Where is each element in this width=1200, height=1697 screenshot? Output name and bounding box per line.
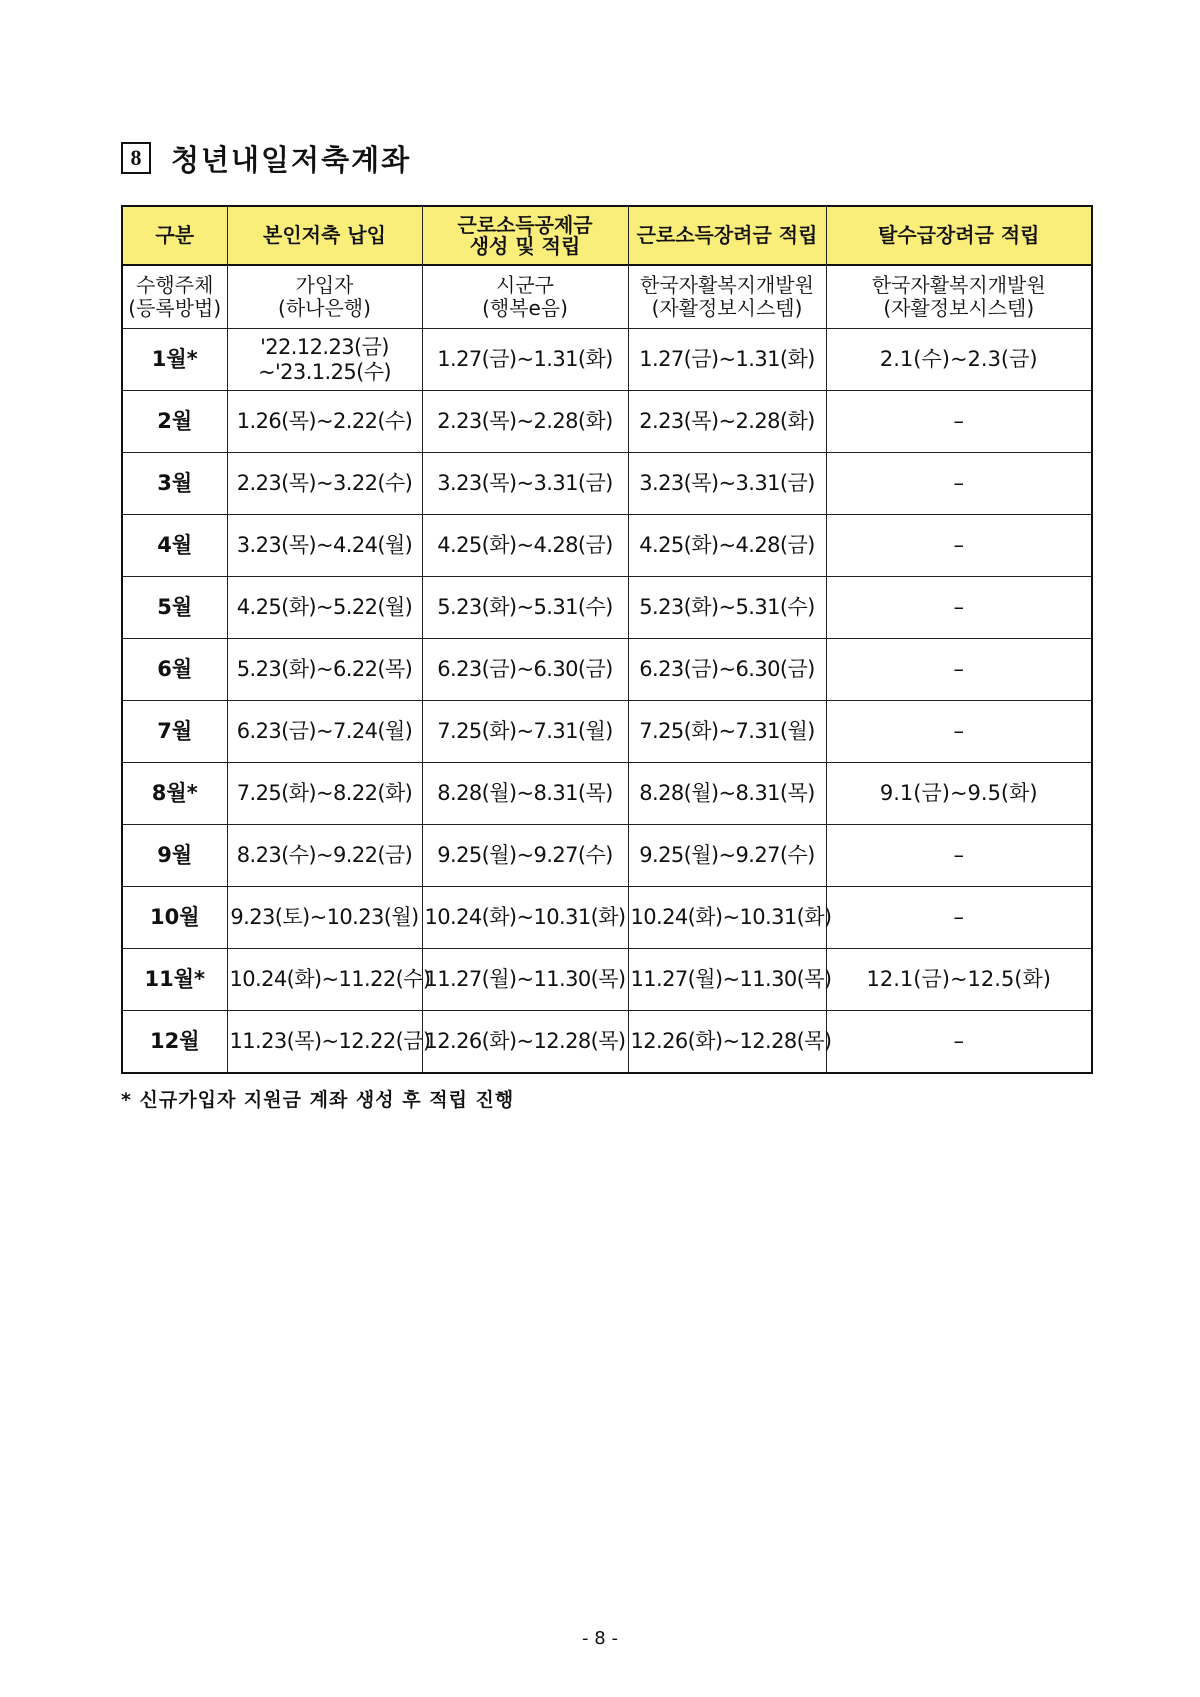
exit-incentive-cell: – xyxy=(826,452,1092,514)
deposit-line: 8.23(수)~9.22(금) xyxy=(236,842,413,867)
subheader-cell xyxy=(826,265,1092,329)
deduction-cell: 3.23(목)~3.31(금) xyxy=(422,452,628,514)
incentive-cell: 3.23(목)~3.31(금) xyxy=(628,452,826,514)
section-title: 청년내일저축계좌 xyxy=(171,142,412,177)
deposit-line: 2.23(목)~3.22(수) xyxy=(236,470,413,495)
deposit-line: 9.23(토)~10.23(월) xyxy=(230,904,419,929)
header-category: 구분 xyxy=(122,206,227,265)
table-row xyxy=(122,576,1092,638)
deduction-cell: 8.28(월)~8.31(목) xyxy=(422,762,628,824)
table-row xyxy=(122,762,1092,824)
subheader-row xyxy=(122,265,1092,329)
deposit-cell xyxy=(227,514,422,576)
deposit-cell xyxy=(227,329,422,391)
header-incentive: 근로소득장려금 적립 xyxy=(628,206,826,265)
incentive-cell: 2.23(목)~2.28(화) xyxy=(628,391,826,453)
incentive-cell: 11.27(월)~11.30(목) xyxy=(628,948,826,1010)
incentive-cell: 1.27(금)~1.31(화) xyxy=(628,329,826,391)
month-cell: 11월* xyxy=(122,948,227,1010)
table-row xyxy=(122,700,1092,762)
incentive-cell: 9.25(월)~9.27(수) xyxy=(628,824,826,886)
month-cell: 6월 xyxy=(122,638,227,700)
incentive-cell: 5.23(화)~5.31(수) xyxy=(628,576,826,638)
deposit-line: ~'23.1.25(수) xyxy=(258,359,391,384)
incentive-cell: 7.25(화)~7.31(월) xyxy=(628,700,826,762)
deduction-cell: 12.26(화)~12.28(목) xyxy=(422,1010,628,1073)
month-cell: 2월 xyxy=(122,391,227,453)
deduction-cell: 6.23(금)~6.30(금) xyxy=(422,638,628,700)
deduction-cell: 11.27(월)~11.30(목) xyxy=(422,948,628,1010)
deposit-line: 10.24(화)~11.22(수) xyxy=(229,966,431,991)
deduction-cell: 5.23(화)~5.31(수) xyxy=(422,576,628,638)
table-row xyxy=(122,391,1092,453)
subheader-cell xyxy=(227,265,422,329)
exit-incentive-cell: – xyxy=(826,391,1092,453)
deposit-cell xyxy=(227,762,422,824)
exit-incentive-cell: – xyxy=(826,1010,1092,1073)
header-self-deposit: 본인저축 납입 xyxy=(227,206,422,265)
table-row xyxy=(122,948,1092,1010)
header-deduction-text: 근로소득공제금 생성 및 적립 xyxy=(457,212,593,258)
deposit-cell xyxy=(227,638,422,700)
exit-incentive-cell: – xyxy=(826,824,1092,886)
deduction-cell: 4.25(화)~4.28(금) xyxy=(422,514,628,576)
header-row xyxy=(122,206,1092,265)
schedule-table xyxy=(121,205,1093,1074)
incentive-cell: 8.28(월)~8.31(목) xyxy=(628,762,826,824)
subheader-line: (자활정보시스템) xyxy=(651,296,803,320)
subheader-cell xyxy=(122,265,227,329)
deposit-cell xyxy=(227,948,431,1010)
deposit-cell xyxy=(227,886,422,948)
subheader-cell xyxy=(628,265,826,329)
deposit-cell xyxy=(227,1010,431,1073)
table-row xyxy=(122,638,1092,700)
deposit-line: 11.23(목)~12.22(금) xyxy=(229,1028,431,1053)
incentive-cell: 4.25(화)~4.28(금) xyxy=(628,514,826,576)
table-row xyxy=(122,886,1092,948)
deposit-line: 3.23(목)~4.24(월) xyxy=(236,532,413,557)
deposit-line: 4.25(화)~5.22(월) xyxy=(236,594,413,619)
incentive-cell: 10.24(화)~10.31(화) xyxy=(628,886,826,948)
section-number: 8 xyxy=(121,142,151,174)
page-number: - 8 - xyxy=(582,1628,618,1649)
subheader-line: (등록방법) xyxy=(128,296,222,320)
deduction-cell: 2.23(목)~2.28(화) xyxy=(422,391,628,453)
table-row xyxy=(122,824,1092,886)
header-exit-incentive: 탈수급장려금 적립 xyxy=(826,206,1092,265)
subheader-line: (자활정보시스템) xyxy=(883,296,1035,320)
subheader-line: (행복e음) xyxy=(482,296,568,320)
exit-incentive-cell: – xyxy=(826,514,1092,576)
section-heading xyxy=(121,138,411,178)
deposit-line: '22.12.23(금) xyxy=(260,334,389,359)
deposit-line: 1.26(목)~2.22(수) xyxy=(236,408,413,433)
deduction-cell: 7.25(화)~7.31(월) xyxy=(422,700,628,762)
month-cell: 8월* xyxy=(122,762,227,824)
exit-incentive-cell: – xyxy=(826,638,1092,700)
deposit-line: 6.23(금)~7.24(월) xyxy=(236,718,413,743)
subheader-line: (하나은행) xyxy=(278,296,371,320)
exit-incentive-cell: – xyxy=(826,886,1092,948)
incentive-cell: 12.26(화)~12.28(목) xyxy=(628,1010,826,1073)
month-cell: 3월 xyxy=(122,452,227,514)
month-cell: 7월 xyxy=(122,700,227,762)
header-deduction xyxy=(422,206,628,265)
deduction-cell: 9.25(월)~9.27(수) xyxy=(422,824,628,886)
subheader-line: 가입자 xyxy=(295,273,354,297)
deposit-cell xyxy=(227,824,422,886)
month-cell: 10월 xyxy=(122,886,227,948)
subheader-line: 한국자활복지개발원 xyxy=(871,273,1046,297)
table-row xyxy=(122,452,1092,514)
incentive-cell: 6.23(금)~6.30(금) xyxy=(628,638,826,700)
table-row xyxy=(122,1010,1092,1073)
deduction-cell: 10.24(화)~10.31(화) xyxy=(422,886,628,948)
deposit-cell xyxy=(227,576,422,638)
deposit-cell xyxy=(227,700,422,762)
deposit-cell xyxy=(227,452,422,514)
exit-incentive-cell: 12.1(금)~12.5(화) xyxy=(826,948,1092,1010)
month-cell: 1월* xyxy=(122,329,227,391)
deduction-cell: 1.27(금)~1.31(화) xyxy=(422,329,628,391)
month-cell: 5월 xyxy=(122,576,227,638)
deposit-cell xyxy=(227,391,422,453)
subheader-line: 한국자활복지개발원 xyxy=(640,273,814,297)
month-cell: 12월 xyxy=(122,1010,227,1073)
month-cell: 9월 xyxy=(122,824,227,886)
subheader-line: 시군구 xyxy=(496,273,554,297)
table-row xyxy=(122,329,1092,391)
subheader-cell xyxy=(422,265,628,329)
exit-incentive-cell: 2.1(수)~2.3(금) xyxy=(826,329,1092,391)
exit-incentive-cell: 9.1(금)~9.5(화) xyxy=(826,762,1092,824)
table-row xyxy=(122,514,1092,576)
month-cell: 4월 xyxy=(122,514,227,576)
exit-incentive-cell: – xyxy=(826,576,1092,638)
subheader-line: 수행주체 xyxy=(136,273,214,297)
exit-incentive-cell: – xyxy=(826,700,1092,762)
deposit-line: 7.25(화)~8.22(화) xyxy=(236,780,413,805)
deposit-line: 5.23(화)~6.22(목) xyxy=(236,656,413,681)
footnote: * 신규가입자 지원금 계좌 생성 후 적립 진행 xyxy=(121,1089,515,1111)
